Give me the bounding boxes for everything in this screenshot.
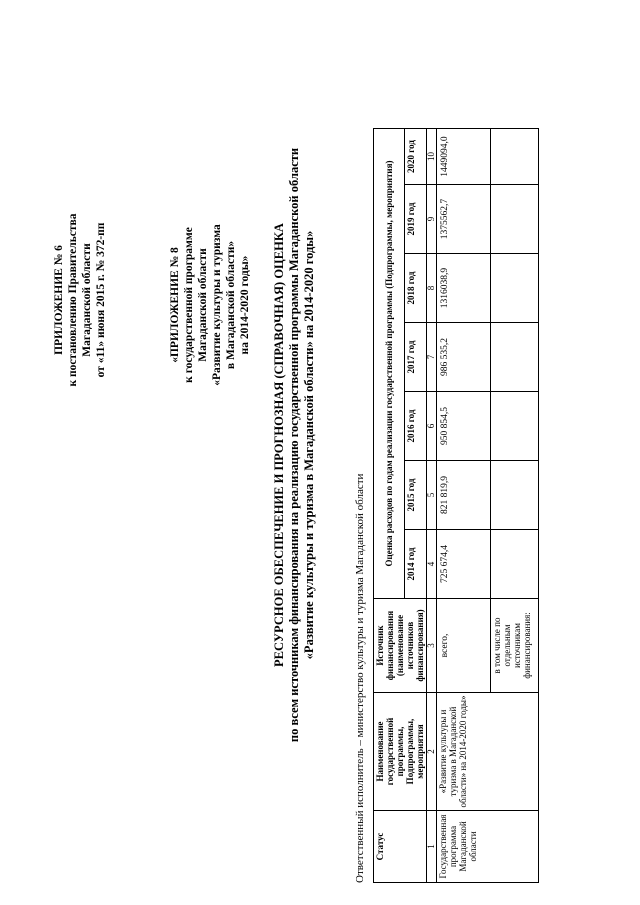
table-cell-value: 950 854,5 — [437, 392, 491, 461]
table-cell-empty — [491, 392, 539, 461]
table-cell-value: 725 674,4 — [437, 530, 491, 599]
table-row-total — [437, 129, 491, 883]
column-number: 4 — [427, 530, 437, 599]
row-program-name: «Развитие культуры и туризма в Магаданской области» на 2014-2020 годы» — [437, 693, 539, 811]
header-year: 2020 год — [404, 129, 426, 185]
column-number: 3 — [427, 599, 437, 693]
header-year: 2016 год — [404, 392, 426, 461]
table-cell-empty — [491, 185, 539, 254]
column-number: 7 — [427, 323, 437, 392]
appendix-8-line-3: «Развитие культуры и туризма — [211, 224, 223, 386]
row-status: Государственная программа Магаданской области — [437, 811, 539, 883]
header-year: 2015 год — [404, 461, 426, 530]
table-cell-empty — [491, 323, 539, 392]
appendix-6-line-3: от «11» июня 2015 г. № 372-пп — [95, 222, 107, 378]
table-cell-empty — [491, 461, 539, 530]
table-cell-value: 821 819,9 — [437, 461, 491, 530]
column-number: 9 — [427, 185, 437, 254]
table-cell-value: 986 535,2 — [437, 323, 491, 392]
column-number: 1 — [427, 811, 437, 883]
responsible-executor: Ответственный исполнитель – министерство культуры и туризма Магаданской области — [354, 473, 366, 883]
table-header-row — [374, 129, 405, 883]
column-number-row — [427, 129, 437, 883]
header-year: 2019 год — [404, 185, 426, 254]
appendix-8-line-1: к государственной программе — [183, 227, 195, 383]
appendix-8-header — [168, 175, 252, 435]
table-cell-value: 1316038,9 — [437, 254, 491, 323]
header-source: Источник финансирования (наименование источников финансирования) — [374, 599, 427, 693]
column-number: 10 — [427, 129, 437, 185]
appendix-8-line-4: в Магаданской области» — [225, 240, 237, 370]
column-number: 5 — [427, 461, 437, 530]
table-cell-empty — [491, 530, 539, 599]
header-name: Наименование государственной программы, Подпрограммы, мероприятия — [374, 693, 427, 811]
appendix-8-line-5: на 2014-2020 годы» — [239, 255, 251, 355]
row-source-total: всего, — [437, 599, 491, 693]
appendix-6-line-1: к постановлению Правительства — [67, 213, 79, 387]
resource-table — [373, 128, 539, 883]
row-source-including: в том числе по отдельным источникам финансирования: — [491, 599, 539, 693]
document-title-main: РЕСУРСНОЕ ОБЕСПЕЧЕНИЕ И ПРОГНОЗНАЯ (СПРАВОЧНАЯ) ОЦЕНКА — [272, 223, 286, 667]
table-cell-empty — [491, 129, 539, 185]
header-year: 2014 год — [404, 530, 426, 599]
header-year: 2017 год — [404, 323, 426, 392]
appendix-6-line-2: Магаданской области — [81, 243, 93, 357]
table-cell-value: 1375562,7 — [437, 185, 491, 254]
header-estimate: Оценка расходов по годам реализации государственной программы (Подпрограммы, мероприятия) — [374, 129, 405, 599]
header-year: 2018 год — [404, 254, 426, 323]
appendix-6-header — [52, 150, 108, 450]
appendix-8-line-2: Магаданской области — [197, 248, 209, 362]
column-number: 2 — [427, 693, 437, 811]
column-number: 8 — [427, 254, 437, 323]
appendix-6-title: ПРИЛОЖЕНИЕ № 6 — [53, 245, 65, 355]
document-title — [272, 45, 317, 845]
header-status: Статус — [374, 811, 427, 883]
table-cell-empty — [491, 254, 539, 323]
document-title-subtitle-2: «Развитие культуры и туризма в Магаданской области» на 2014-2020 годы» — [302, 230, 316, 660]
appendix-8-title: «ПРИЛОЖЕНИЕ № 8 — [169, 247, 181, 363]
column-number: 6 — [427, 392, 437, 461]
table-cell-value: 1449094,0 — [437, 129, 491, 185]
document-title-subtitle-1: по всем источникам финансирования на реализацию государственной программы Магаданской области — [287, 147, 301, 743]
